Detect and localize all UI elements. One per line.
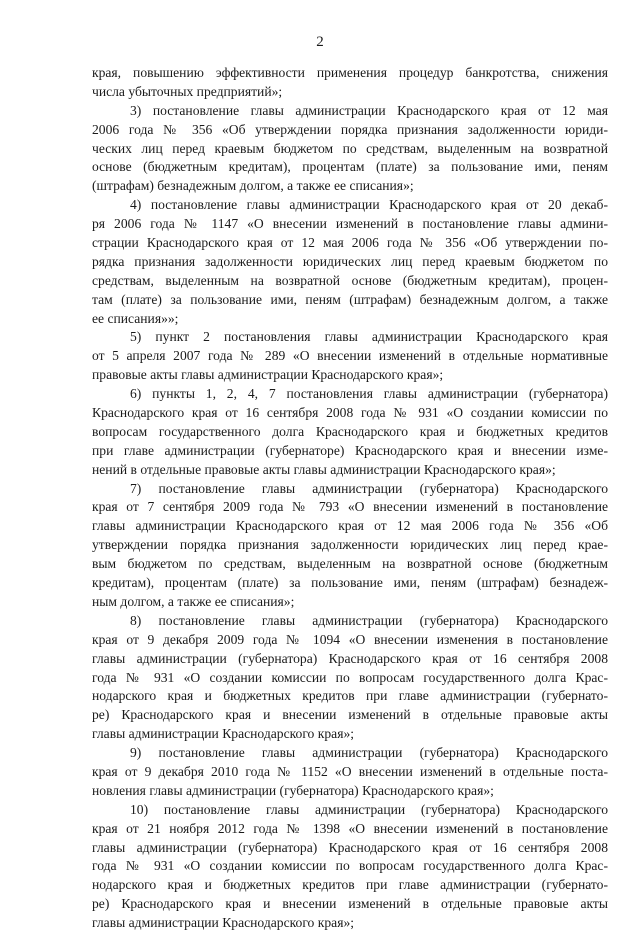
text-line: ре) Краснодарского края и внесении изменений в отдельные правовые акты bbox=[92, 707, 608, 723]
text-line: ря 2006 года № 1147 «О внесении изменений в постановление главы админи- bbox=[92, 216, 608, 232]
text-line: при главе администрации (губернаторе) Краснодарского края и внесении изме- bbox=[92, 442, 608, 458]
paragraph bbox=[92, 64, 608, 102]
text-line: года № 931 «О создании комиссии по вопросам государственного долга Крас- bbox=[92, 669, 608, 685]
text-line: числа убыточных предприятий»; bbox=[92, 83, 283, 99]
text-line: рядка признания задолженности юридических лиц перед краевым бюджетом по bbox=[92, 253, 608, 269]
paragraph bbox=[92, 744, 608, 801]
text-line: (штрафам) безнадежным долгом, а также ее списания»; bbox=[92, 178, 414, 194]
text-line: средствам, выделенным на возвратной основе (бюджетным кредитам), процен- bbox=[92, 272, 608, 288]
text-line: края от 9 декабря 2010 года № 1152 «О внесении изменений в отдельные поста- bbox=[92, 763, 608, 779]
text-line: ре) Краснодарского края и внесении изменений в отдельные правовые акты bbox=[92, 896, 608, 912]
text-line: вым бюджетом по средствам, выделенным на возвратной основе (бюджетным bbox=[92, 556, 608, 572]
text-line: ческих лиц перед краевым бюджетом по средствам, выделенным на возвратной bbox=[92, 140, 608, 156]
text-line: нодарского края и бюджетных кредитов при главе администрации (губернато- bbox=[92, 877, 608, 893]
paragraph bbox=[92, 480, 608, 612]
text-line: там (плате) за пользование ими, пеням (штрафам) безнадежным долгом, а также bbox=[92, 291, 608, 307]
text-line: от 5 апреля 2007 года № 289 «О внесении изменений в отдельные нормативные bbox=[92, 348, 608, 364]
paragraph bbox=[92, 612, 608, 744]
paragraph bbox=[92, 328, 608, 385]
text-line: новления главы администрации (губернатора) Краснодарского края»; bbox=[92, 782, 494, 798]
text-line: года № 931 «О создании комиссии по вопросам государственного долга Крас- bbox=[92, 858, 608, 874]
text-line: правовые акты главы администрации Краснодарского края»; bbox=[92, 367, 444, 383]
text-line: края от 21 ноября 2012 года № 1398 «О внесении изменений в постановление bbox=[92, 820, 608, 836]
document-body bbox=[92, 64, 608, 933]
text-line: ее списания»»; bbox=[92, 310, 179, 326]
text-line: края, повышению эффективности применения процедур банкротства, снижения bbox=[92, 65, 608, 80]
text-line: главы администрации Краснодарского края»; bbox=[92, 915, 355, 931]
text-line: нодарского края и бюджетных кредитов при главе администрации (губернато- bbox=[92, 688, 608, 704]
text-line: главы администрации Краснодарского края от 12 мая 2006 года № 356 «Об bbox=[92, 518, 608, 534]
text-line: Краснодарского края от 16 сентября 2008 года № 931 «О создании комиссии по bbox=[92, 405, 608, 421]
text-line: 8) постановление главы администрации (губернатора) Краснодарского bbox=[130, 612, 608, 628]
text-line: 6) пункты 1, 2, 4, 7 постановления главы администрации (губернатора) bbox=[130, 386, 608, 402]
text-line: края от 9 декабря 2009 года № 1094 «О внесении изменения в постановление bbox=[92, 631, 608, 647]
text-line: страции Краснодарского края от 12 мая 2006 года № 356 «Об утверждении по- bbox=[92, 235, 608, 251]
text-line: утверждении порядка признания задолженности юридических лиц перед крае- bbox=[92, 537, 608, 553]
text-line: 2006 года № 356 «Об утверждении порядка признания задолженности юриди- bbox=[92, 121, 608, 137]
text-line: 5) пункт 2 постановления главы администрации Краснодарского края bbox=[130, 329, 608, 345]
text-line: 3) постановление главы администрации Краснодарского края от 12 мая bbox=[130, 102, 608, 118]
text-line: нений в отдельные правовые акты главы администрации Краснодарского края»; bbox=[92, 461, 556, 477]
text-line: кредитам), процентам (плате) за пользование ими, пеням (штрафам) безнадеж- bbox=[92, 575, 608, 591]
text-line: края от 7 сентября 2009 года № 793 «О внесении изменений в постановление bbox=[92, 499, 608, 515]
text-line: главы администрации (губернатора) Краснодарского края от 16 сентября 2008 bbox=[92, 650, 608, 666]
text-line: ным долгом, а также ее списания»; bbox=[92, 593, 295, 609]
text-line: 4) постановление главы администрации Краснодарского края от 20 декаб- bbox=[130, 197, 608, 213]
text-line: основе (бюджетным кредитам), процентам (плате) за пользование ими, пеням bbox=[92, 159, 608, 175]
paragraph bbox=[92, 801, 608, 933]
page-number: 2 bbox=[316, 34, 324, 50]
paragraph bbox=[92, 196, 608, 328]
text-line: главы администрации (губернатора) Краснодарского края от 16 сентября 2008 bbox=[92, 839, 608, 855]
text-line: 7) постановление главы администрации (губернатора) Краснодарского bbox=[130, 480, 608, 496]
text-line: вопросам государственного долга Краснодарского края и бюджетных кредитов bbox=[92, 423, 608, 439]
text-line: 9) постановление главы администрации (губернатора) Краснодарского bbox=[130, 745, 608, 761]
text-line: 10) постановление главы администрации (губернатора) Краснодарского bbox=[130, 801, 608, 817]
paragraph bbox=[92, 102, 608, 196]
text-line: главы администрации Краснодарского края»; bbox=[92, 726, 355, 742]
paragraph bbox=[92, 385, 608, 479]
